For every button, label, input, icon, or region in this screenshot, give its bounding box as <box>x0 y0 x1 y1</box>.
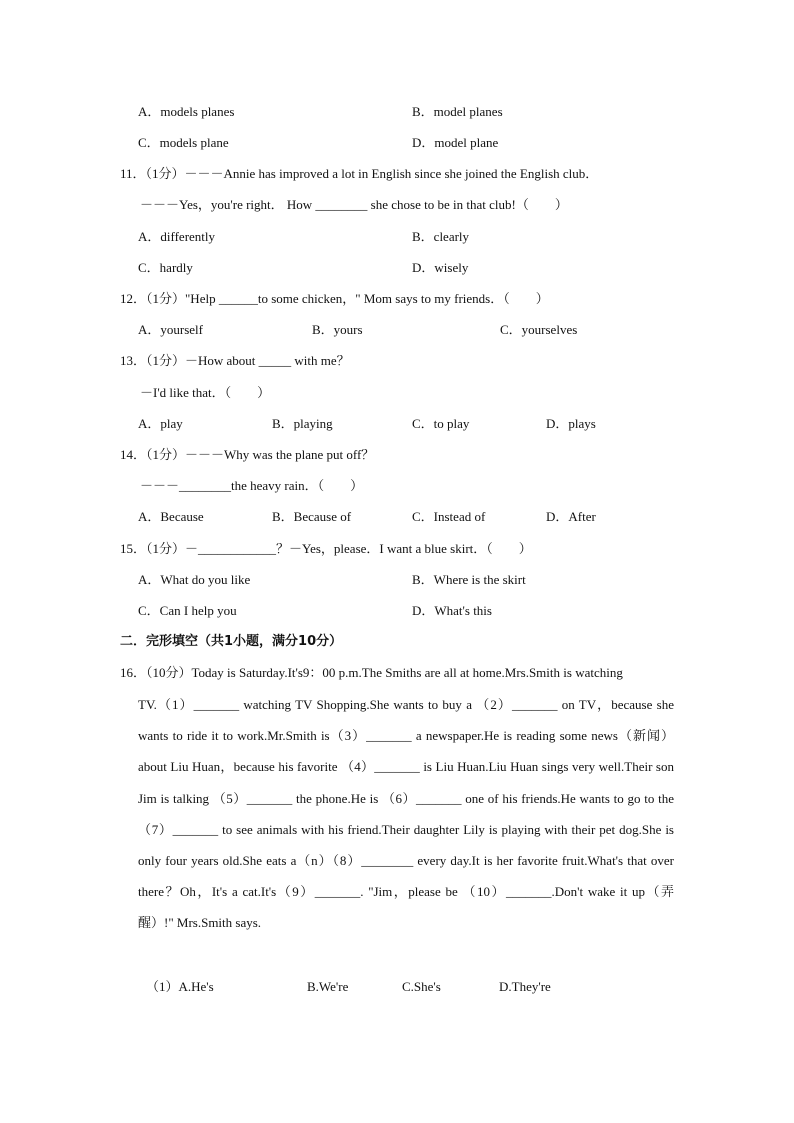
q14-dialogue: －－－________the heavy rain．（ ） <box>140 478 364 493</box>
q16-1-option-a[interactable]: （1）A.He's <box>146 979 214 994</box>
q11-stem: 11．（1分）－－－Annie has improved a lot in English since she joined the English club． <box>120 166 599 181</box>
q14-stem: 14．（1分）－－－Why was the plane put off？ <box>120 447 375 462</box>
q16-1-option-d[interactable]: D.They're <box>499 979 551 994</box>
q16-1-option-b[interactable]: B.We're <box>307 979 349 994</box>
q13-option-d[interactable]: D．plays <box>546 416 596 431</box>
q15-stem: 15．（1分）－____________？－Yes，please．I want a blue skirt．（ ） <box>120 541 532 556</box>
q13-option-b[interactable]: B．playing <box>272 416 333 431</box>
q13-dialogue: －I'd like that．（ ） <box>140 385 271 400</box>
q11-option-d[interactable]: D．wisely <box>412 260 469 275</box>
section-title-cloze: 二．完形填空（共1小题，满分10分） <box>120 634 343 649</box>
q12-option-a[interactable]: A．yourself <box>138 322 203 337</box>
q10-option-a[interactable]: A．models planes <box>138 104 235 119</box>
q15-option-a[interactable]: A．What do you like <box>138 572 251 587</box>
q14-option-b[interactable]: B．Because of <box>272 509 352 524</box>
q14-option-a[interactable]: A．Because <box>138 509 204 524</box>
q15-option-b[interactable]: B．Where is the skirt <box>412 572 526 587</box>
q10-option-d[interactable]: D．model plane <box>412 135 499 150</box>
q16-stem: 16．（10分）Today is Saturday.It's9：00 p.m.The Smiths are all at home.Mrs.Smith is watching <box>120 665 623 680</box>
q10-option-b[interactable]: B．model planes <box>412 104 503 119</box>
q11-dialogue: －－－Yes，you're right． How ________ she chose to be in that club!（ ） <box>140 197 568 212</box>
q11-option-a[interactable]: A．differently <box>138 229 216 244</box>
q14-option-d[interactable]: D．After <box>546 509 596 524</box>
q12-option-c[interactable]: C．yourselves <box>500 322 578 337</box>
q13-option-a[interactable]: A．play <box>138 416 183 431</box>
q16-passage: TV.（1）_______ watching TV Shopping.She wants to buy a （2）_______ on TV，because she wants to ride it to work.Mr.Smith is（3）_______ a newspaper.He is reading some news（新闻） about Liu Huan，because his favorite （4）_______ is Liu Huan.Liu Huan sings very well.Their son Jim is talking （5）_______ the phone.He is （6）_______ one of his friends.He wants to go to the （7）_______ to see animals with his friend.Their daughter Lily is playing with their pet dog.She is only four years old.She eats a（n）（8）________ every day.It is her favorite fruit.What's that over there？Oh，It's a cat.It's（9）_______. "Jim，please be （10）_______.Don't wake it up（弄醒）!" Mrs.Smith says. <box>138 697 674 931</box>
q12-stem: 12．（1分）"Help ______to some chicken，" Mom says to my friends．（ ） <box>120 291 549 306</box>
q10-option-c[interactable]: C．models plane <box>138 135 229 150</box>
q14-option-c[interactable]: C．Instead of <box>412 509 486 524</box>
q11-option-c[interactable]: C．hardly <box>138 260 193 275</box>
q13-stem: 13．（1分）－How about _____ with me？ <box>120 353 350 368</box>
q16-1-option-c[interactable]: C.She's <box>402 979 441 994</box>
q13-option-c[interactable]: C．to play <box>412 416 470 431</box>
q11-option-b[interactable]: B．clearly <box>412 229 470 244</box>
q12-option-b[interactable]: B．yours <box>312 322 363 337</box>
q15-option-c[interactable]: C．Can I help you <box>138 603 237 618</box>
q15-option-d[interactable]: D．What's this <box>412 603 492 618</box>
